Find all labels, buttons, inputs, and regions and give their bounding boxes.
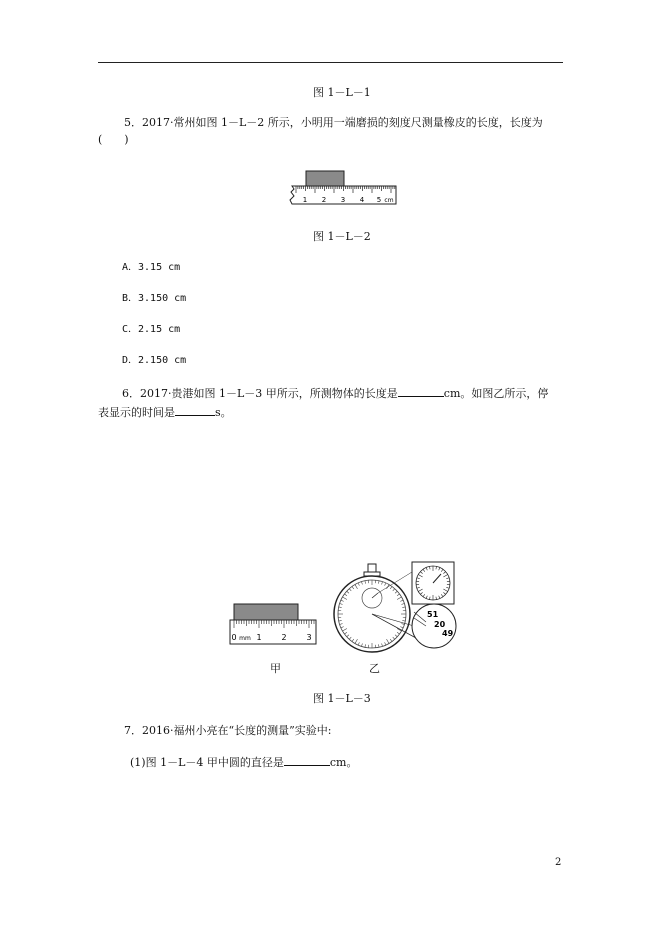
eraser-block [306, 171, 344, 186]
figure-stopwatch-yi [330, 560, 460, 660]
question-5-answer-bracket: ( ) [98, 133, 129, 146]
figure-ruler-worn-end [288, 170, 400, 206]
question-7-part-1-unit: cm。 [329, 756, 358, 769]
ruler-tick-label: 3 [340, 196, 346, 204]
question-7-part-1 [130, 754, 357, 770]
ruler-unit-label: mm [239, 635, 251, 642]
ruler-tick-label: 1 [302, 196, 308, 204]
zoom-second-label: 51 [427, 610, 439, 619]
answer-blank-length[interactable] [398, 385, 444, 397]
question-6-stem-cont: cm。如图乙所示，停 [443, 387, 549, 400]
question-6-line-1 [122, 385, 548, 401]
zoom-second-label: 20 [434, 620, 446, 629]
option-b: B．3.150 cm [122, 293, 187, 304]
figure-caption-2: 图 1－L－2 [313, 230, 371, 243]
question-6-stem-2: 表显示的时间是 [98, 406, 175, 419]
figure-caption-3: 图 1－L－3 [313, 692, 371, 705]
zoom-second-label: 49 [442, 629, 454, 638]
question-6-line-2 [98, 404, 232, 420]
stopwatch-crown [368, 564, 376, 572]
option-d: D．2.150 cm [122, 355, 187, 366]
page-number: 2 [555, 857, 562, 868]
figure-caption-1: 图 1－L－1 [313, 86, 371, 99]
figure-label-yi: 乙 [369, 662, 380, 675]
answer-blank-diameter[interactable] [284, 754, 330, 766]
answer-blank-time[interactable] [175, 404, 215, 416]
figure-ruler-jia [228, 602, 320, 646]
figure-label-jia: 甲 [270, 662, 281, 675]
ruler-tick-label: 5 [376, 196, 382, 204]
ruler-tick-label: 2 [281, 633, 287, 642]
ruler-unit-label: cm [384, 197, 394, 204]
question-5-stem: 5．2017·常州如图 1－L－2 所示，小明用一端磨损的刻度尺测量橡皮的长度，长度为 [124, 116, 543, 129]
ruler-tick-label: 0 [231, 633, 237, 642]
option-c: C．2.15 cm [122, 324, 181, 335]
question-6-stem-2-end: s。 [215, 406, 232, 419]
question-6-stem: 6．2017·贵港如图 1－L－3 甲所示，所测物体的长度是 [122, 387, 398, 400]
ruler-tick-label: 3 [306, 633, 312, 642]
measured-object [234, 604, 298, 620]
question-7-part-1-text: (1)图 1－L－4 甲中圆的直径是 [130, 756, 284, 769]
ruler-tick-label: 4 [359, 196, 365, 204]
header-rule [98, 62, 563, 63]
option-a: A．3.15 cm [122, 262, 181, 273]
ruler-tick-label: 1 [256, 633, 262, 642]
ruler-tick-label: 2 [321, 196, 327, 204]
question-7-stem: 7．2016·福州小亮在“长度的测量”实验中: [124, 724, 332, 737]
